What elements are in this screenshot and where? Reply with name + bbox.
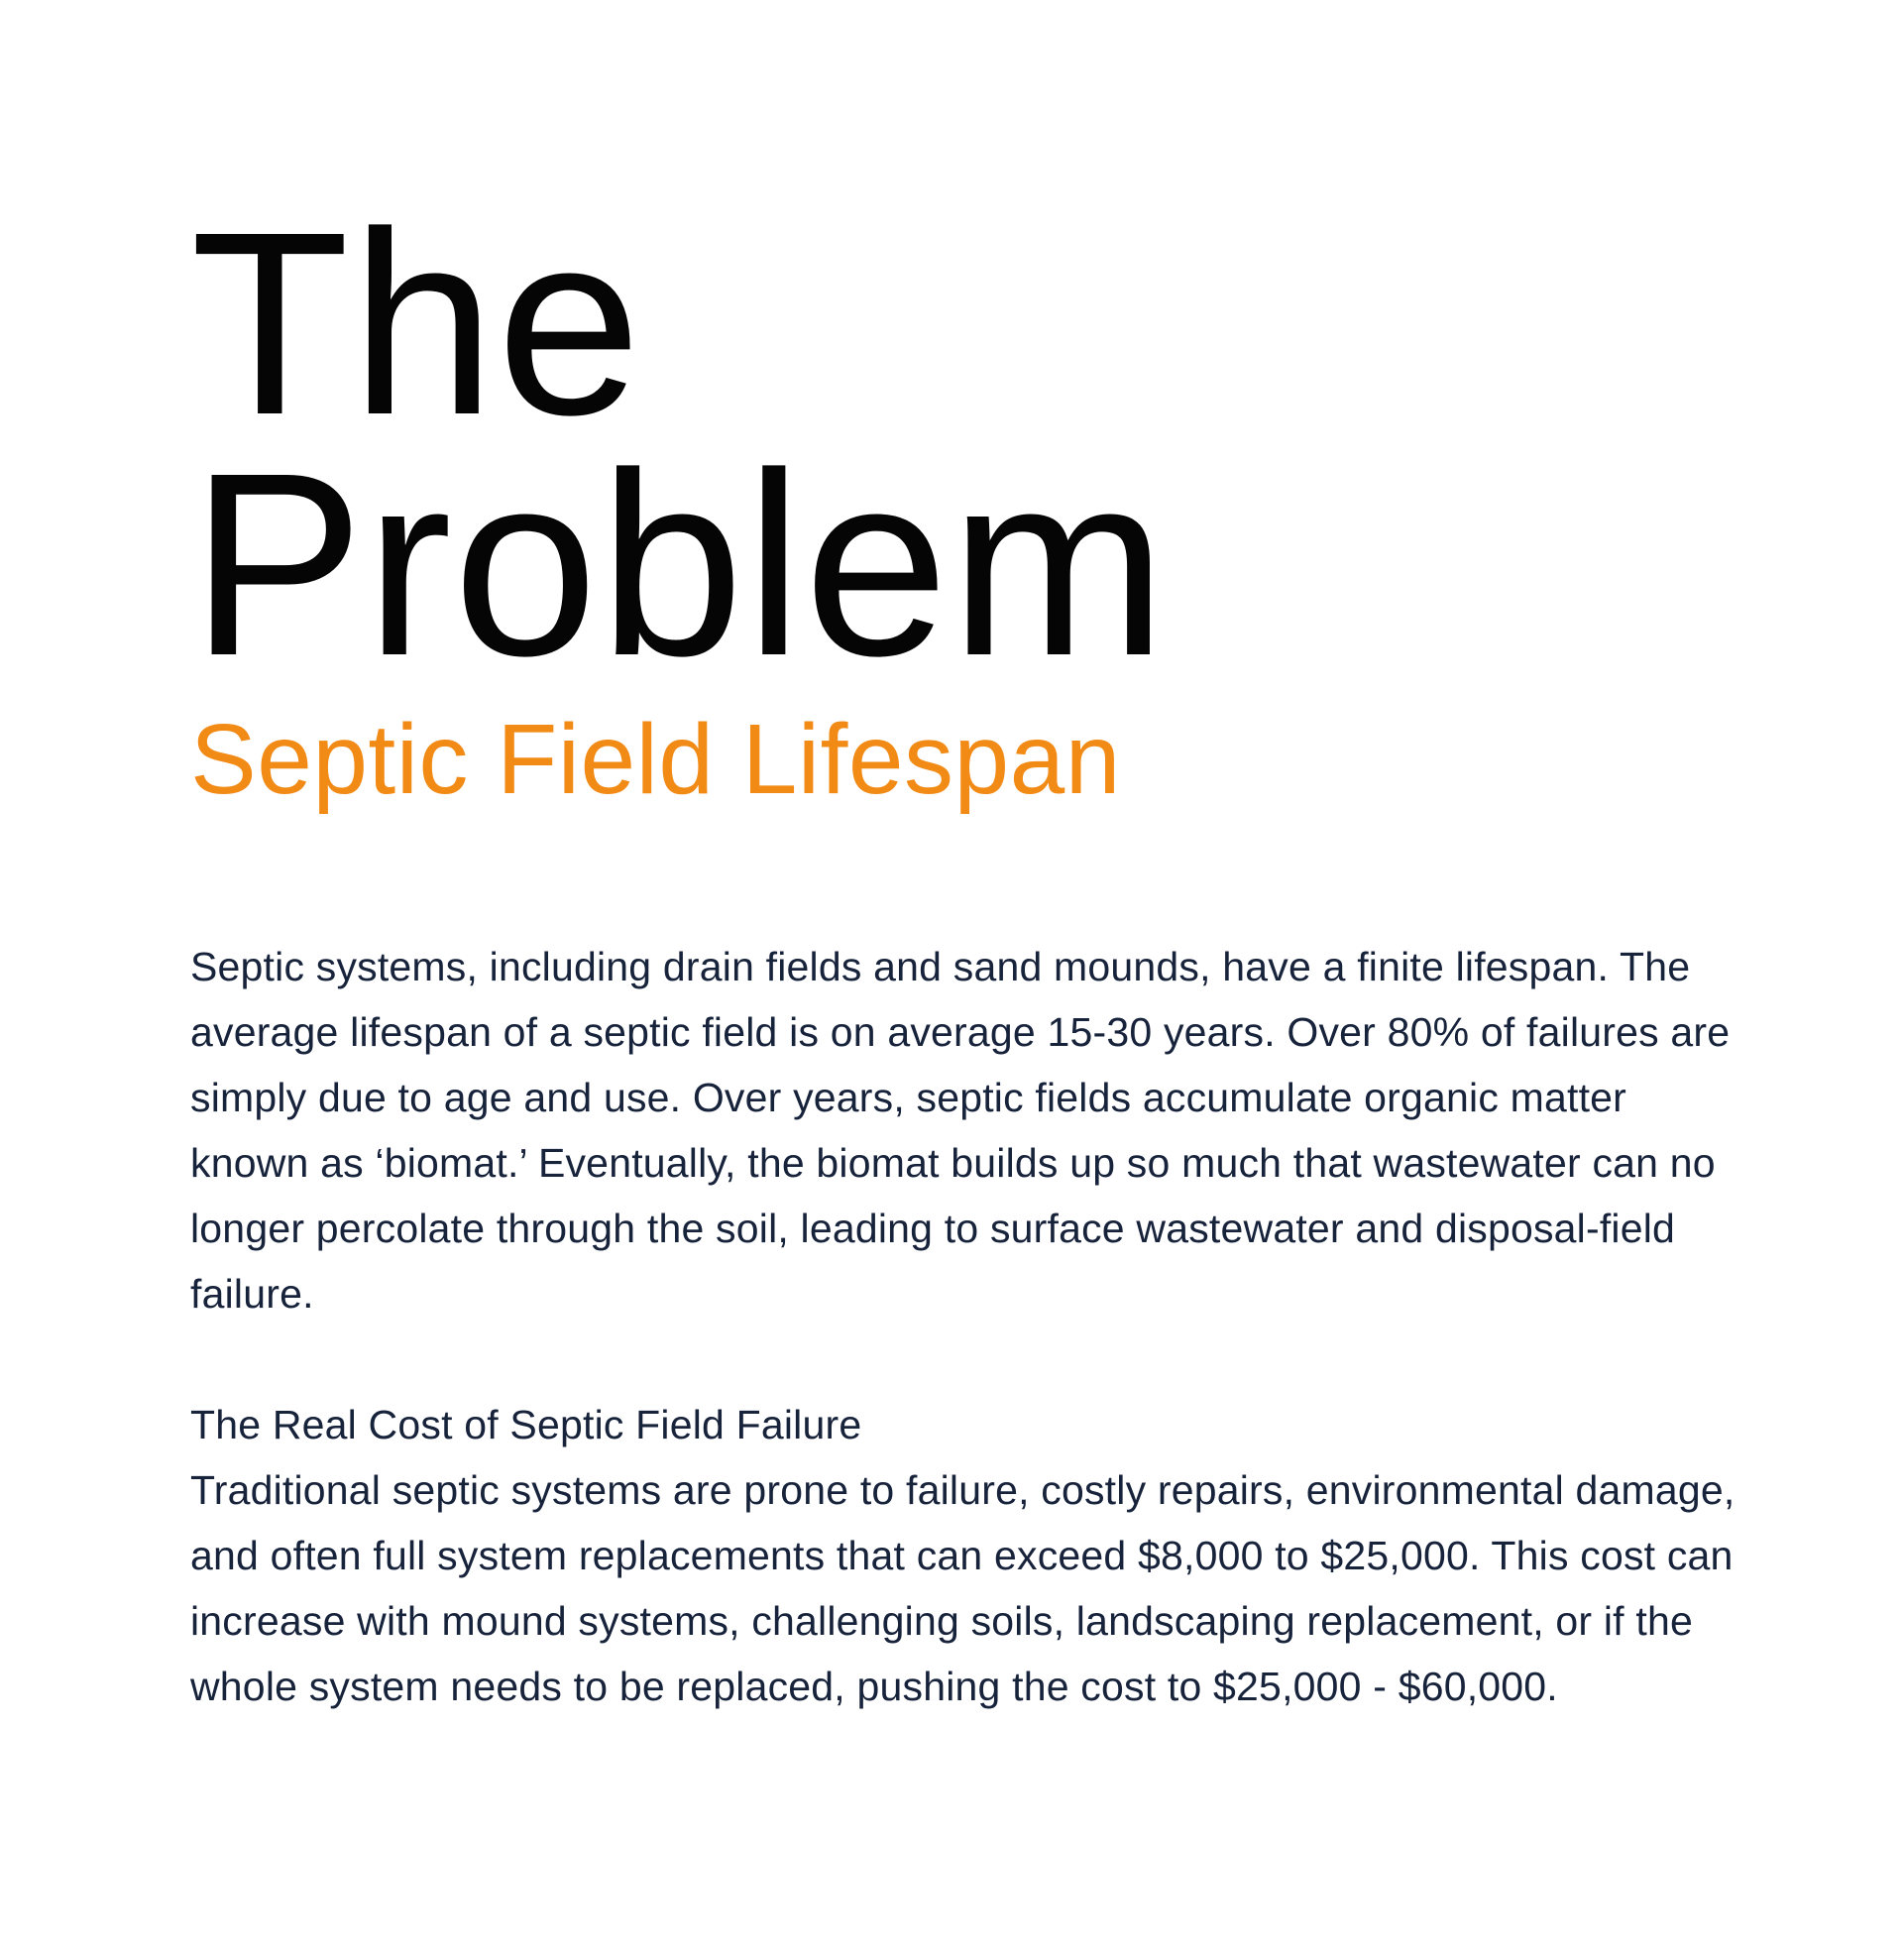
cost-section-heading: The Real Cost of Septic Field Failure [190,1402,862,1447]
title-line-1: The [190,177,643,469]
page-title [190,177,1736,710]
intro-paragraph: Septic systems, including drain fields and sand mounds, have a finite lifespan. The average lifespan of a septic field is on average 15-30 years. Over 80% of failures are simply due to age and use. Over years, septic fields accumulate organic matter known as ‘biomat.’ Eventually, the biomat builds up so much that wastewater can no longer percolate through the soil, leading to surface wastewater and disposal-field failure. [190,944,1731,1317]
page-content [190,177,1736,1719]
title-line-2: Problem [190,418,1169,710]
cost-paragraph: Traditional septic systems are prone to failure, costly repairs, environmental damage, and often full system replacements that can exceed $8,000 to $25,000. This cost can increase with mound systems, challenging soils, landscaping replacement, or if the whole system needs to be replaced, pushing the cost to $25,000 - $60,000. [190,1467,1735,1709]
page-subtitle: Septic Field Lifespan [190,704,1121,815]
